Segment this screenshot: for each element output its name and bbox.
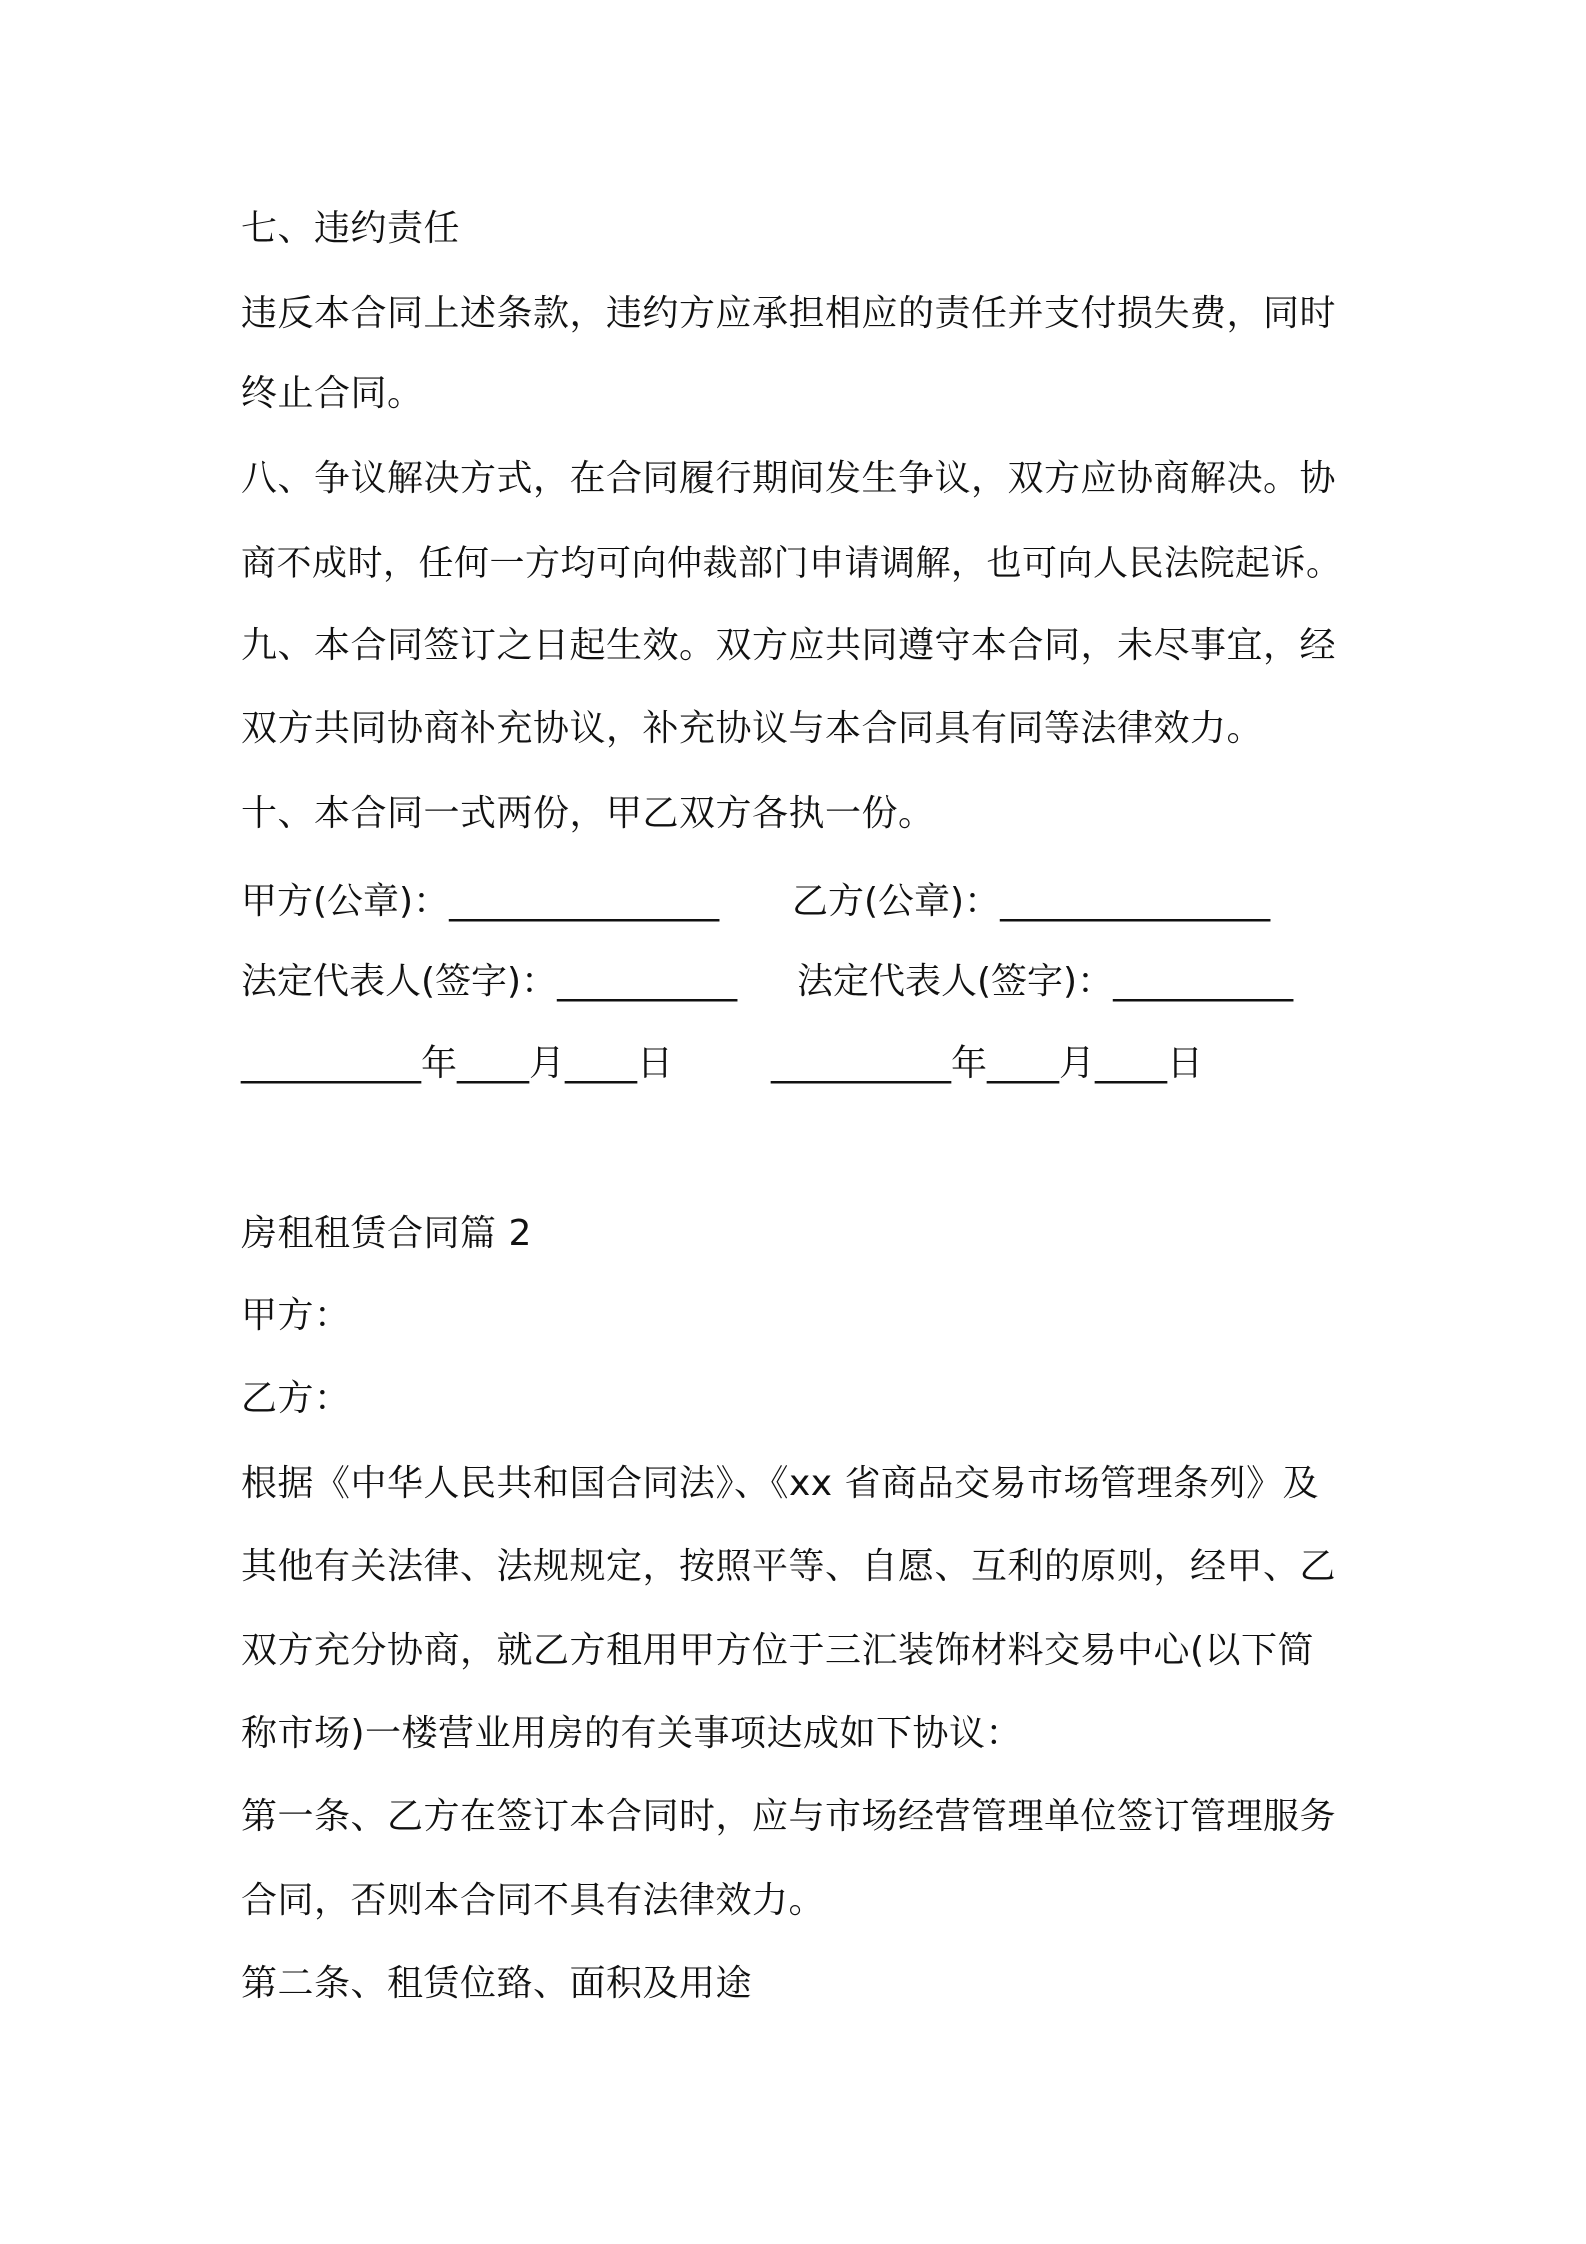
- party-b-label: 乙方：: [241, 1378, 351, 1419]
- preamble-line-1: 根据《中华人民共和国合同法》、《xx 省商品交易市场管理条列》及: [241, 1463, 1320, 1504]
- article-1-line-2: 合同，否则本合同不具有法律效力。: [241, 1880, 826, 1921]
- paragraph-breach-line-1: 违反本合同上述条款，违约方应承担相应的责任并支付损失费，同时: [241, 293, 1337, 334]
- heading-breach-liability: 七、违约责任: [241, 208, 461, 249]
- party-b-date-field: __________年____月____日: [771, 1043, 1203, 1084]
- preamble-line-4: 称市场)一楼营业用房的有关事项达成如下协议：: [241, 1713, 1023, 1754]
- preamble-line-2: 其他有关法律、法规规定，按照平等、自愿、互利的原则，经甲、乙: [241, 1546, 1337, 1587]
- party-b-seal-field: 乙方(公章)：_______________: [792, 881, 1271, 922]
- clause-effective-line-1: 九、本合同签订之日起生效。双方应共同遵守本合同，未尽事宜，经: [241, 625, 1337, 666]
- clause-effective-line-2: 双方共同协商补充协议，补充协议与本合同具有同等法律效力。: [241, 708, 1264, 749]
- paragraph-breach-line-2: 终止合同。: [241, 373, 424, 414]
- contract-2-title: 房租租赁合同篇 2: [241, 1213, 532, 1254]
- party-a-representative-field: 法定代表人(签字)：__________: [241, 961, 738, 1002]
- preamble-line-3: 双方充分协商，就乙方租用甲方位于三汇装饰材料交易中心(以下简: [241, 1630, 1315, 1671]
- clause-dispute-line-1: 八、争议解决方式，在合同履行期间发生争议，双方应协商解决。协: [241, 458, 1337, 499]
- article-2-heading: 第二条、租赁位臵、面积及用途: [241, 1963, 753, 2004]
- clause-copies: 十、本合同一式两份，甲乙双方各执一份。: [241, 793, 935, 834]
- clause-dispute-line-2: 商不成时，任何一方均可向仲裁部门申请调解，也可向人民法院起诉。: [241, 544, 1342, 584]
- party-a-date-field: __________年____月____日: [241, 1043, 673, 1084]
- party-a-label: 甲方：: [241, 1295, 351, 1336]
- party-a-seal-field: 甲方(公章)：_______________: [241, 881, 720, 922]
- article-1-line-1: 第一条、乙方在签订本合同时，应与市场经营管理单位签订管理服务: [241, 1796, 1337, 1837]
- party-b-representative-field: 法定代表人(签字)：__________: [797, 961, 1294, 1002]
